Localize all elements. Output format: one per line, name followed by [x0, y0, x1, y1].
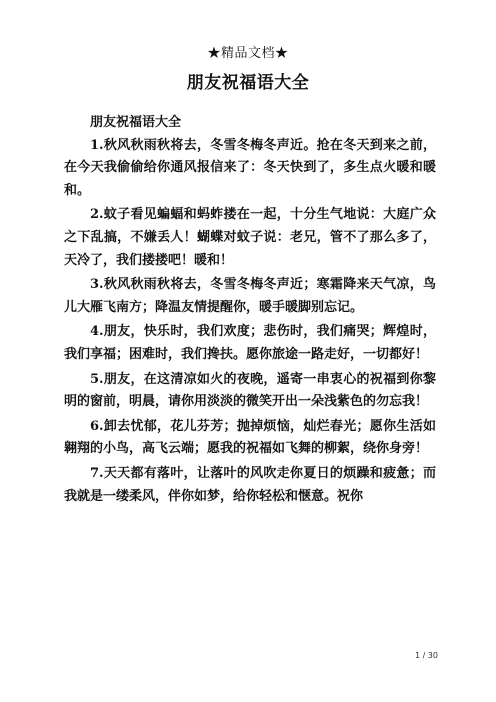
paragraph-2: 2.蚊子看见蝙蝠和蚂蚱搂在一起，十分生气地说：大庭广众之下乱搞，不嫌丢人！蝴蝶对蚊子说：老兄，管不了那么多了，天冷了，我们搂搂吧！暖和！: [64, 207, 436, 268]
paragraph-4: 4.朋友，快乐时，我们欢度；悲伤时，我们痛哭；辉煌时，我们享福；困难时，我们搀扶。愿你旅途一路走好，一切都好！: [64, 324, 436, 362]
paragraph-7: 7.天天都有落叶，让落叶的风吹走你夏日的烦躁和疲惫；而我就是一缕柔风，伴你如梦，给你轻松和惬意。祝你: [64, 465, 436, 504]
document-subheading: 朋友祝福语大全: [90, 115, 182, 130]
paragraph-6: 6.卸去忧郁，花儿芬芳；抛掉烦恼，灿烂春光；愿你生活如翱翔的小鸟，高飞云端；愿我的祝福如飞舞的柳絮，绕你身旁！: [64, 418, 436, 457]
paragraph-1: 1.秋风秋雨秋将去，冬雪冬梅冬声近。抢在冬天到来之前，在今天我偷偷给你通风报信来了：冬天快到了，多生点火暖和暖和。: [64, 137, 436, 198]
document-body: [64, 112, 436, 510]
document-title: 朋友祝福语大全: [186, 73, 310, 93]
header-mark: ★精品文档★: [207, 46, 289, 61]
paragraph-5: 5.朋友，在这清凉如火的夜晚，遥寄一串衷心的祝福到你黎明的窗前，明晨，请你用淡淡的微笑开出一朵浅紫色的勿忘我！: [64, 371, 436, 410]
page-number: 1 / 30: [414, 651, 438, 660]
paragraph-3: 3.秋风秋雨秋将去，冬雪冬梅冬声近；寒霜降来天气凉，鸟儿大雁飞南方；降温友情提醒你，暖手暖脚别忘记。: [64, 277, 436, 315]
